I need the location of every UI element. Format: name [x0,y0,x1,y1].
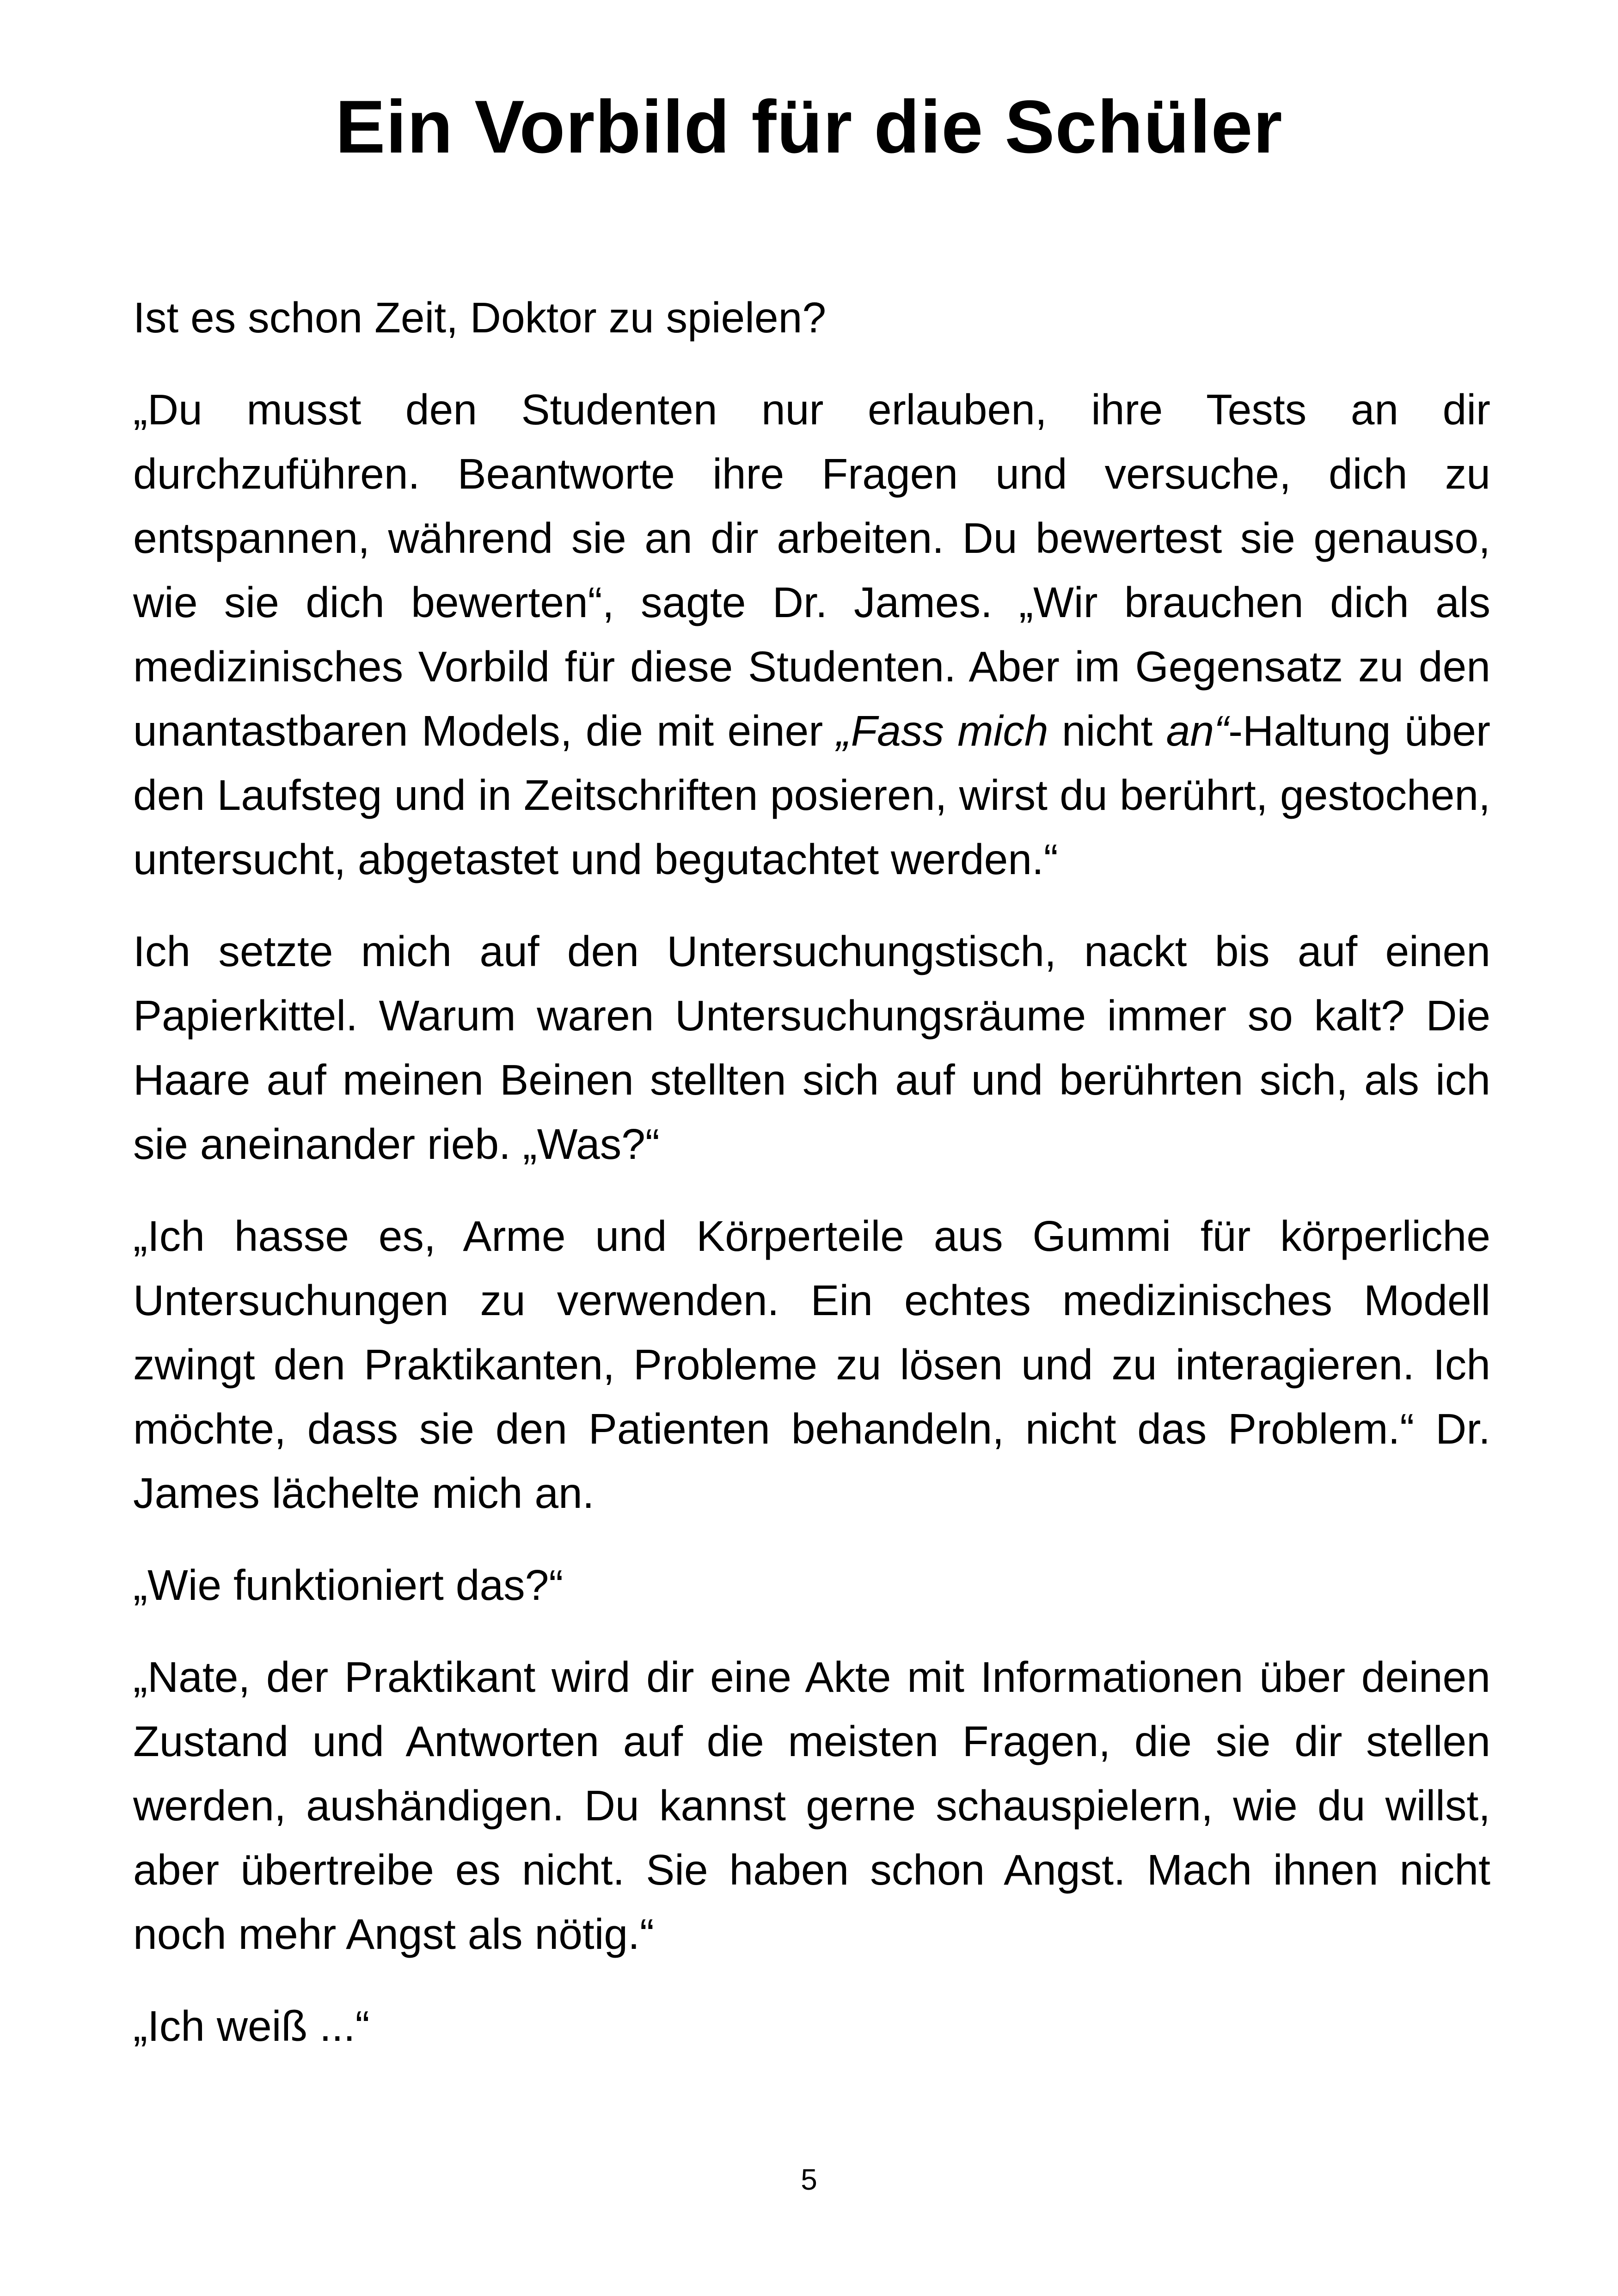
page-number: 5 [801,2163,817,2196]
paragraph-6: „Nate, der Praktikant wird dir eine Akte mit Informationen über deinen Zustand und Antworten auf die meisten Fragen, die sie dir stellen werden, aushändigen. Du kannst gerne schauspielern, wie du willst, aber übertreibe es nicht. Sie haben schon Angst. Mach ihnen nicht noch mehr Angst als nötig.“ [133,1653,1490,1958]
paragraph-2 [133,378,1490,892]
paragraph-2-part-3: -Haltung über den Laufsteg und in Zeitschriften posieren, wirst du berührt, gestochen, untersucht, abgetastet und begutachtet werden.“ [133,707,1490,883]
paragraph-4: „Ich hasse es, Arme und Körperteile aus Gummi für körperliche Untersuchungen zu verwenden. Ein echtes medizinisches Modell zwingt den Praktikanten, Probleme zu lösen und zu interagieren. Ich möchte, dass sie den Patienten behandeln, nicht das Problem.“ Dr. James lächelte mich an. [133,1212,1490,1517]
body-text [133,286,1490,2086]
paragraph-7: „Ich weiß ...“ [133,2002,370,2050]
page-title: Ein Vorbild für die Schüler [335,85,1283,169]
paragraph-3: Ich setzte mich auf den Untersuchungstisch, nackt bis auf einen Papierkittel. Warum waren Untersuchungsräume immer so kalt? Die Haare auf meinen Beinen stellten sich auf und berührten sich, als ich sie aneinander rieb. „Was?“ [133,927,1490,1168]
paragraph-1: Ist es schon Zeit, Doktor zu spielen? [133,294,827,342]
paragraph-2-part-1: „Du musst den Studenten nur erlauben, ihre Tests an dir durchzuführen. Beantworte ihre Fragen und versuche, dich zu entspannen, während sie an dir arbeiten. Du bewertest sie genauso, wie sie dich bewerten“, sagte Dr. James. „Wir brauchen dich als medizinisches Vorbild für diese Studenten. Aber im Gegensatz zu den unantastbaren Models, die mit einer [133,386,1490,755]
paragraph-2-italic-2: an“ [1166,707,1229,755]
paragraph-2-part-2: nicht [1048,707,1166,755]
paragraph-5: „Wie funktioniert das?“ [133,1561,564,1609]
paragraph-2-italic-1: „Fass mich [836,707,1048,755]
